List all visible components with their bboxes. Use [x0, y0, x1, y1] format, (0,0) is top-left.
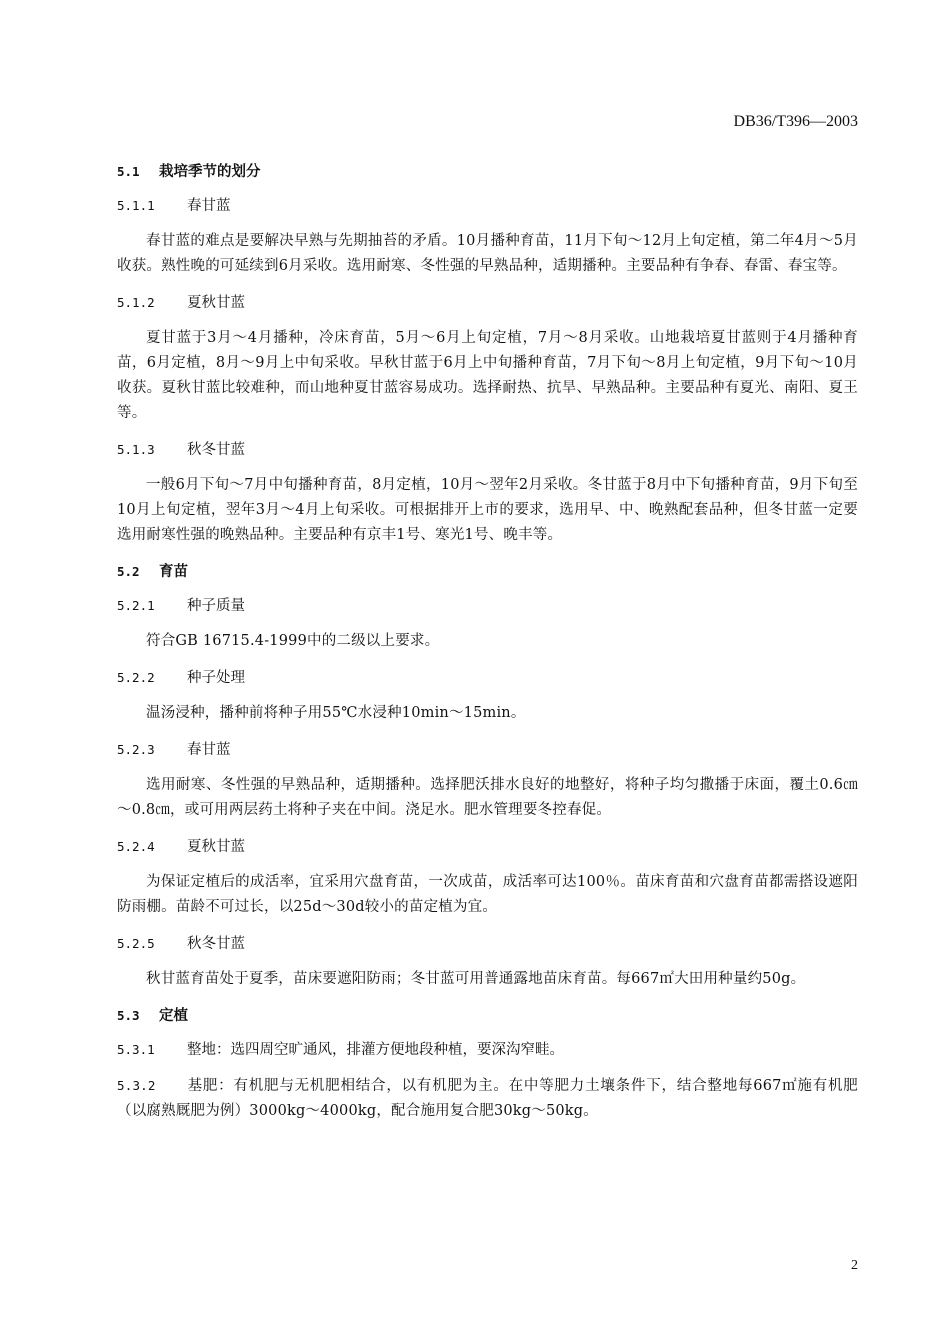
- paragraph: 符合GB 16715.4-1999中的二级以上要求。: [146, 633, 440, 649]
- section-title: 春甘蓝: [187, 742, 231, 758]
- paragraph: 春甘蓝的难点是要解决早熟与先期抽苔的矛盾。10月播种育苗，11月下旬～12月上旬定植，第二年4月～5月收获。熟性晚的可延续到6月采收。选用耐寒、冬性强的早熟品种，适期播种。主要品种有争春、春雷、春宝等。: [117, 233, 858, 274]
- section-title: 栽培季节的划分: [159, 163, 261, 180]
- section-number: 5.2.5: [117, 936, 155, 951]
- section-title: 种子处理: [187, 670, 245, 686]
- section-heading-5-3: [117, 1005, 858, 1027]
- subsection-heading-5-3-1: [117, 1039, 858, 1061]
- subsection-heading-5-2-5: [117, 933, 858, 955]
- section-number: 5.2.4: [117, 839, 155, 854]
- document-body: [117, 161, 858, 1137]
- subsection-5-3-2: [117, 1073, 858, 1124]
- paragraph: 选用耐寒、冬性强的早熟品种，适期播种。选择肥沃排水良好的地整好，将种子均匀撒播于床面，覆土0.6㎝～0.8㎝，或可用两层药土将种子夹在中间。浇足水。肥水管理要冬控春促。: [117, 777, 858, 818]
- section-title: 秋冬甘蓝: [187, 936, 245, 952]
- paragraph: 一般6月下旬～7月中旬播种育苗，8月定植，10月～翌年2月采收。冬甘蓝于8月中下旬播种育苗，9月下旬至10月上旬定植，翌年3月～4月上旬采收。可根据排开上市的要求，选用早、中、晚熟配套品种，但冬甘蓝一定要选用耐寒性强的晚熟品种。主要品种有京丰1号、寒光1号、晚丰等。: [117, 477, 858, 543]
- section-number: 5.3: [117, 1008, 140, 1023]
- section-title: 春甘蓝: [187, 198, 231, 214]
- section-text: 基肥：有机肥与无机肥相结合，以有机肥为主。在中等肥力土壤条件下，结合整地每667㎡施有机肥（以腐熟厩肥为例）3000kg～4000kg，配合施用复合肥30kg～50kg。: [117, 1078, 858, 1119]
- section-number: 5.1: [117, 164, 140, 179]
- subsection-heading-5-2-1: [117, 595, 858, 617]
- paragraph: 夏甘蓝于3月～4月播种，冷床育苗，5月～6月上旬定植，7月～8月采收。山地栽培夏甘蓝则于4月播种育苗，6月定植，8月～9月上中旬采收。早秋甘蓝于6月上中旬播种育苗，7月下旬～8月上旬定植，9月下旬～10月收获。夏秋甘蓝比较难种，而山地种夏甘蓝容易成功。选择耐热、抗旱、早熟品种。主要品种有夏光、南阳、夏王等。: [117, 330, 858, 421]
- section-number: 5.2.1: [117, 598, 155, 613]
- document-id: DB36/T396—2003: [733, 113, 858, 130]
- section-number: 5.1.3: [117, 442, 155, 457]
- section-title: 种子质量: [187, 598, 245, 614]
- section-number: 5.3.2: [117, 1078, 156, 1093]
- section-title: 育苗: [159, 563, 188, 580]
- paragraph: 为保证定植后的成活率，宜采用穴盘育苗，一次成苗，成活率可达100％。苗床育苗和穴盘育苗都需搭设遮阳防雨棚。苗龄不可过长，以25d～30d较小的苗定植为宜。: [117, 874, 858, 915]
- paragraph: 温汤浸种，播种前将种子用55℃水浸种10min～15min。: [146, 705, 526, 721]
- section-heading-5-2: [117, 561, 858, 583]
- paragraph: 秋甘蓝育苗处于夏季，苗床要遮阳防雨；冬甘蓝可用普通露地苗床育苗。每667㎡大田用种量约50g。: [146, 971, 806, 987]
- section-heading-5-1: [117, 161, 858, 183]
- section-number: 5.3.1: [117, 1042, 155, 1057]
- section-number: 5.1.2: [117, 295, 155, 310]
- subsection-heading-5-2-2: [117, 667, 858, 689]
- section-number: 5.2.3: [117, 742, 155, 757]
- subsection-heading-5-1-1: [117, 195, 858, 217]
- section-title: 定植: [159, 1007, 188, 1024]
- section-title: 秋冬甘蓝: [187, 442, 245, 458]
- section-number: 5.1.1: [117, 198, 155, 213]
- section-title: 夏秋甘蓝: [187, 295, 245, 311]
- section-number: 5.2: [117, 564, 140, 579]
- section-number: 5.2.2: [117, 670, 155, 685]
- page-number: 2: [851, 1258, 858, 1273]
- subsection-heading-5-1-3: [117, 439, 858, 461]
- subsection-heading-5-2-4: [117, 836, 858, 858]
- subsection-heading-5-1-2: [117, 292, 858, 314]
- section-title: 整地：选四周空旷通风，排灌方便地段种植，要深沟窄畦。: [187, 1042, 564, 1058]
- section-title: 夏秋甘蓝: [187, 839, 245, 855]
- subsection-heading-5-2-3: [117, 739, 858, 761]
